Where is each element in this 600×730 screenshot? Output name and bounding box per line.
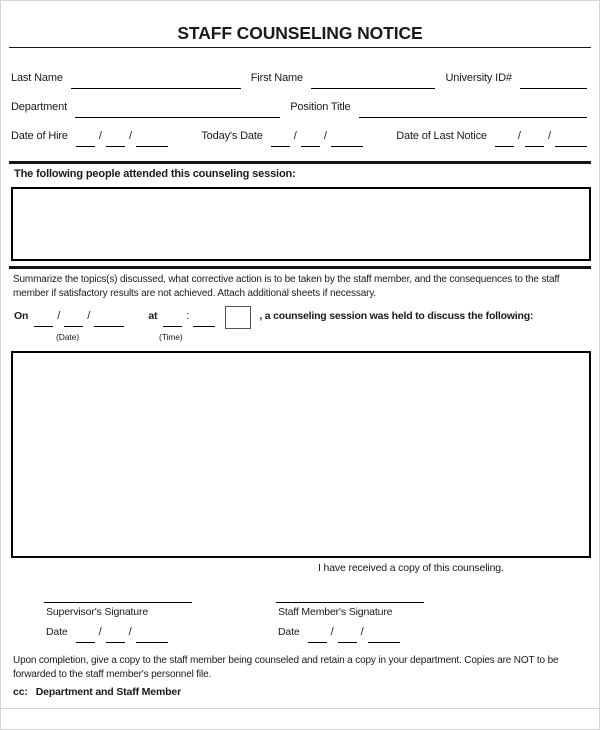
acknowledgement-text: I have received a copy of this counseling.: [318, 562, 504, 574]
slash: /: [128, 130, 133, 142]
date-label: Date: [46, 626, 68, 638]
university-id-field[interactable]: [520, 75, 587, 89]
title-divider: [9, 47, 591, 48]
slash: /: [517, 130, 521, 142]
cc-label: cc:: [13, 686, 28, 698]
department-label: Department: [11, 101, 67, 113]
last-name-label: Last Name: [11, 72, 63, 84]
slash: /: [128, 626, 132, 638]
today-year-field[interactable]: [331, 133, 363, 147]
last-notice-month-field[interactable]: [495, 133, 514, 147]
first-name-field[interactable]: [311, 75, 435, 89]
staff-signature-label: Staff Member's Signature: [278, 606, 393, 618]
slash: /: [330, 626, 334, 638]
section-divider: [9, 266, 591, 269]
time-caption: (Time): [159, 332, 183, 342]
session-row: [14, 306, 591, 323]
supervisor-signature-block: [46, 591, 256, 639]
supervisor-date-month-field[interactable]: [76, 629, 95, 643]
session-statement: , a counseling session was held to discuss the following:: [259, 310, 534, 322]
supervisor-date-year-field[interactable]: [136, 629, 168, 643]
department-row: [11, 101, 587, 114]
supervisor-date-day-field[interactable]: [106, 629, 125, 643]
page-title: STAFF COUNSELING NOTICE: [177, 23, 423, 43]
last-notice-day-field[interactable]: [525, 133, 544, 147]
slash: /: [547, 130, 552, 142]
attendees-heading: The following people attended this counseling session:: [14, 168, 296, 180]
identity-row: [11, 72, 587, 85]
summary-instructions: Summarize the topics(s) discussed, what corrective action is to be taken by the staff member, and the consequences to the staff member if satisfactory results are not achieved. Attach additional sheets if necessary.: [13, 274, 560, 299]
staff-signature-block: [278, 591, 488, 639]
department-field[interactable]: [75, 104, 280, 118]
slash: /: [293, 130, 297, 142]
slash: /: [98, 130, 102, 142]
cc-text: Department and Staff Member: [35, 686, 182, 698]
hire-month-field[interactable]: [76, 133, 95, 147]
staff-date-year-field[interactable]: [368, 629, 400, 643]
first-name-label: First Name: [250, 72, 304, 84]
supervisor-signature-line[interactable]: [44, 591, 192, 603]
page-bottom-divider: [1, 708, 599, 709]
hire-year-field[interactable]: [136, 133, 168, 147]
last-name-field[interactable]: [71, 75, 241, 89]
staff-signature-line[interactable]: [276, 591, 424, 603]
position-title-field[interactable]: [359, 104, 588, 118]
university-id-label: University ID#: [445, 72, 512, 84]
cc-row: [13, 686, 181, 698]
today-month-field[interactable]: [271, 133, 290, 147]
section-divider: [9, 161, 591, 164]
last-notice-year-field[interactable]: [555, 133, 587, 147]
on-label: On: [14, 310, 29, 322]
date-caption: (Date): [56, 332, 80, 342]
slash: /: [98, 626, 102, 638]
slash: /: [87, 310, 91, 322]
staff-date-row: [278, 626, 488, 639]
todays-date-label: Today's Date: [201, 130, 263, 142]
supervisor-signature-label: Supervisor's Signature: [46, 606, 149, 618]
session-year-field[interactable]: [94, 313, 124, 327]
am-pm-box[interactable]: [225, 306, 251, 329]
supervisor-date-row: [46, 626, 256, 639]
colon: :: [186, 310, 190, 322]
slash: /: [360, 626, 364, 638]
slash: /: [323, 130, 327, 142]
at-label: at: [148, 310, 158, 322]
footer-instructions: Upon completion, give a copy to the staff member being counseled and retain a copy in your department. Copies are NOT to be forwarded to the staff member's personnel file.: [13, 655, 559, 680]
date-of-hire-label: Date of Hire: [11, 130, 68, 142]
date-label: Date: [278, 626, 300, 638]
date-of-last-notice-label: Date of Last Notice: [396, 130, 487, 142]
staff-date-day-field[interactable]: [338, 629, 357, 643]
attendees-entry-box[interactable]: [11, 187, 591, 261]
staff-date-month-field[interactable]: [308, 629, 327, 643]
session-day-field[interactable]: [64, 313, 83, 327]
discussion-entry-box[interactable]: [11, 351, 591, 558]
hire-day-field[interactable]: [106, 133, 125, 147]
slash: /: [57, 310, 61, 322]
session-month-field[interactable]: [34, 313, 53, 327]
dates-row: [11, 130, 587, 143]
session-hour-field[interactable]: [163, 313, 182, 327]
today-day-field[interactable]: [301, 133, 320, 147]
session-minute-field[interactable]: [193, 313, 215, 327]
position-title-label: Position Title: [290, 101, 351, 113]
